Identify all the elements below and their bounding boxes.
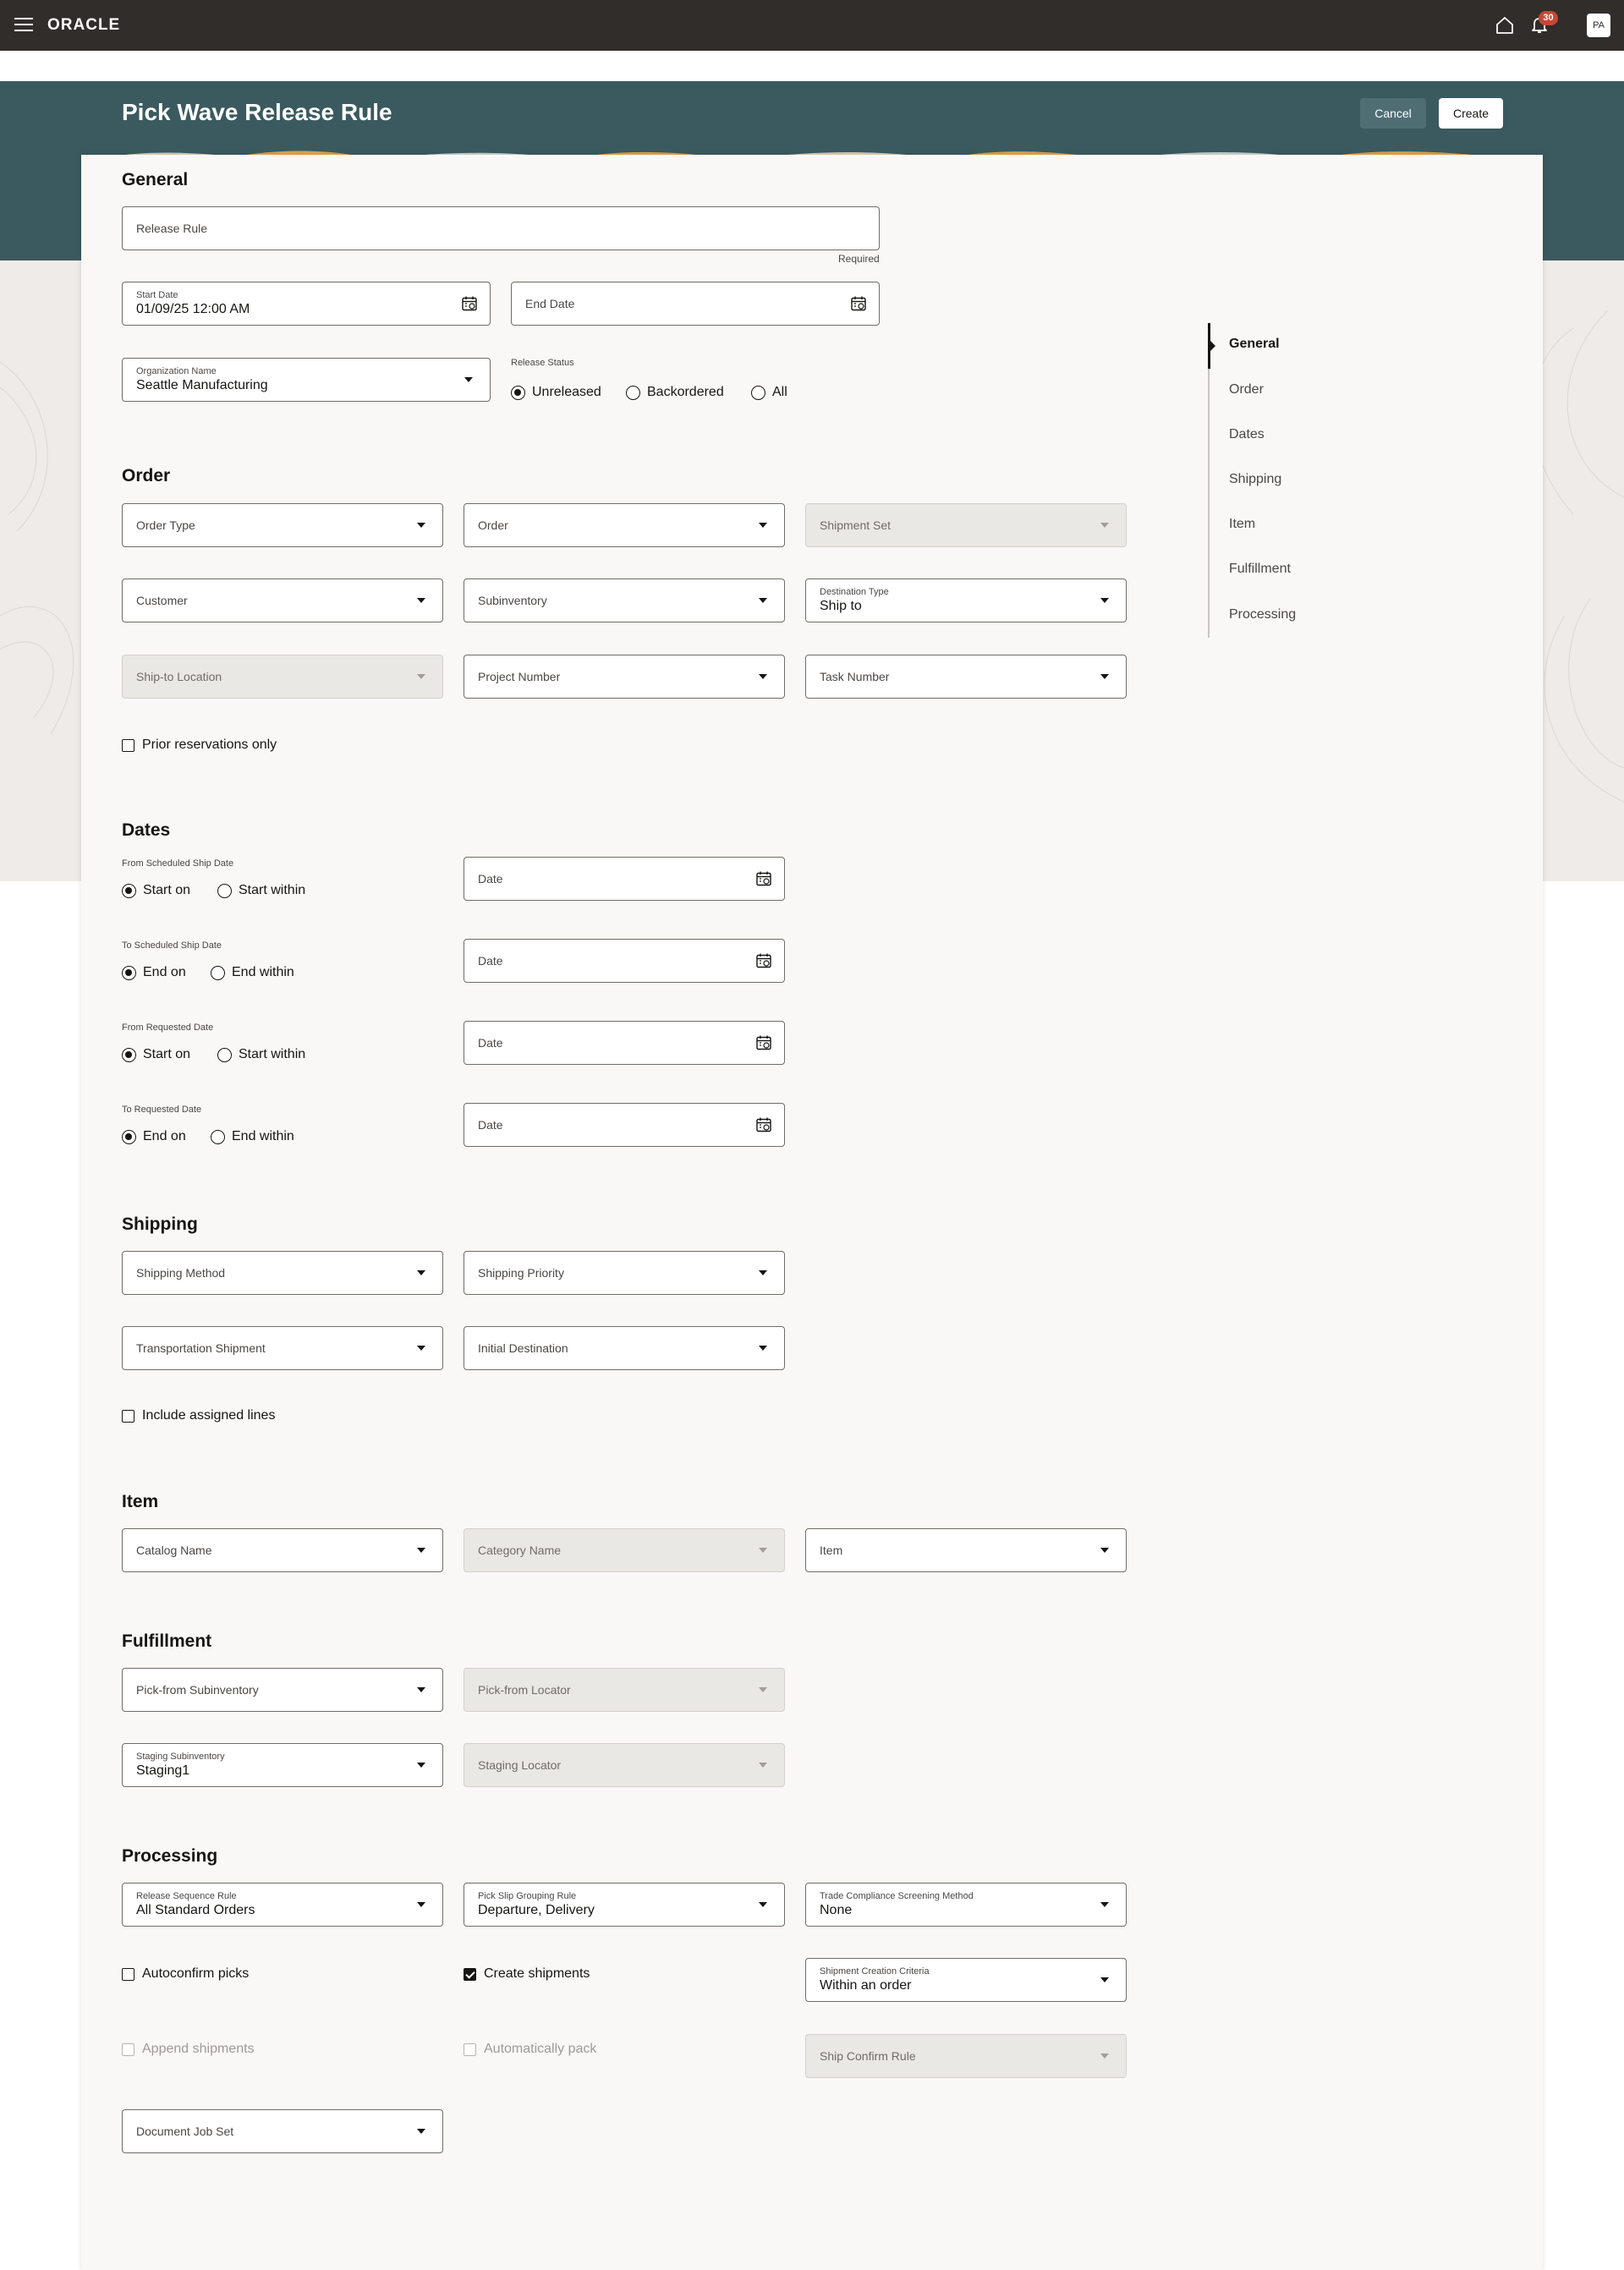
chevron-down-icon (417, 674, 425, 679)
chevron-down-icon[interactable] (1100, 1548, 1109, 1553)
chevron-down-icon[interactable] (759, 1346, 767, 1351)
section-title-processing: Processing (122, 1846, 218, 1866)
chevron-down-icon[interactable] (417, 1763, 425, 1768)
order-type-select[interactable]: Order Type (122, 503, 443, 547)
checkbox-icon (122, 2043, 134, 2056)
end-date-placeholder: End Date (525, 297, 575, 310)
chevron-down-icon[interactable] (417, 523, 425, 528)
nav-item-item[interactable]: Item (1229, 517, 1256, 531)
chevron-down-icon[interactable] (759, 1902, 767, 1907)
global-header (0, 0, 1624, 51)
chevron-down-icon[interactable] (759, 674, 767, 679)
customer-select[interactable]: Customer (122, 578, 443, 622)
shipment-set-select: Shipment Set (805, 503, 1127, 547)
from-sched-start-within-radio[interactable]: Start within (217, 882, 305, 899)
hamburger-menu-icon[interactable] (14, 18, 33, 33)
release-rule-placeholder: Release Rule (136, 222, 208, 235)
to-req-end-on-radio[interactable]: End on (122, 1128, 186, 1145)
radio-icon (211, 966, 225, 980)
calendar-icon[interactable] (850, 295, 867, 312)
end-date-input[interactable] (511, 282, 880, 326)
destination-type-select[interactable]: Destination Type Ship to (805, 578, 1127, 622)
calendar-icon[interactable] (755, 1116, 772, 1133)
chevron-down-icon[interactable] (417, 1346, 425, 1351)
chevron-down-icon[interactable] (417, 1902, 425, 1907)
to-req-end-within-radio[interactable]: End within (211, 1128, 294, 1145)
from-scheduled-ship-date-input[interactable]: Date (464, 857, 785, 901)
nav-item-fulfillment[interactable]: Fulfillment (1229, 562, 1291, 576)
checkbox-icon (122, 1410, 134, 1423)
release-sequence-rule-select[interactable]: Release Sequence Rule All Standard Orders (122, 1883, 443, 1927)
chevron-down-icon[interactable] (417, 598, 425, 603)
checkbox-checked-icon (464, 1968, 476, 1981)
ship-to-location-select: Ship-to Location (122, 655, 443, 699)
to-requested-date-input[interactable]: Date (464, 1103, 785, 1147)
chevron-down-icon (1100, 2053, 1109, 2059)
staging-locator-select: Staging Locator (464, 1743, 785, 1787)
from-scheduled-ship-date-label: From Scheduled Ship Date (122, 858, 234, 869)
pick-from-locator-select: Pick-from Locator (464, 1668, 785, 1712)
calendar-icon[interactable] (755, 870, 772, 887)
nav-item-processing[interactable]: Processing (1229, 607, 1297, 622)
chevron-down-icon[interactable] (417, 1687, 425, 1692)
document-job-set-select[interactable]: Document Job Set (122, 2109, 443, 2153)
chevron-down-icon[interactable] (1100, 1977, 1109, 1982)
section-title-fulfillment: Fulfillment (122, 1631, 212, 1651)
radio-selected-icon (122, 966, 136, 980)
append-shipments-checkbox: Append shipments (122, 2041, 255, 2058)
from-requested-date-label: From Requested Date (122, 1023, 214, 1033)
radio-icon (217, 1048, 232, 1062)
chevron-down-icon[interactable] (1100, 598, 1109, 603)
page-title: Pick Wave Release Rule (122, 99, 392, 125)
organization-name-value: Seattle Manufacturing (136, 378, 268, 392)
pick-from-subinventory-select[interactable]: Pick-from Subinventory (122, 1668, 443, 1712)
start-date-value: 01/09/25 12:00 AM (136, 302, 250, 316)
radio-icon (626, 386, 640, 400)
home-icon[interactable] (1495, 15, 1515, 36)
to-sched-end-on-radio[interactable]: End on (122, 964, 186, 981)
radio-icon (217, 884, 232, 898)
chevron-down-icon[interactable] (417, 1548, 425, 1553)
category-name-select: Category Name (464, 1528, 785, 1572)
transportation-shipment-select[interactable]: Transportation Shipment (122, 1326, 443, 1370)
section-title-dates: Dates (122, 820, 171, 840)
subinventory-select[interactable]: Subinventory (464, 578, 785, 622)
to-scheduled-ship-date-input[interactable]: Date (464, 939, 785, 983)
catalog-name-select[interactable]: Catalog Name (122, 1528, 443, 1572)
chevron-down-icon[interactable] (1100, 1902, 1109, 1907)
release-status-all-radio[interactable]: All (751, 384, 787, 401)
automatically-pack-checkbox: Automatically pack (464, 2041, 596, 2058)
chevron-down-icon[interactable] (759, 598, 767, 603)
checkbox-icon (122, 739, 134, 752)
to-sched-end-within-radio[interactable]: End within (211, 964, 294, 981)
nav-item-order[interactable]: Order (1229, 382, 1264, 397)
radio-icon (211, 1130, 225, 1144)
from-req-start-within-radio[interactable]: Start within (217, 1046, 305, 1063)
radio-selected-icon (122, 884, 136, 898)
shipping-priority-select[interactable]: Shipping Priority (464, 1251, 785, 1295)
radio-selected-icon (122, 1048, 136, 1062)
order-select[interactable]: Order (464, 503, 785, 547)
prior-reservations-checkbox[interactable]: Prior reservations only (122, 737, 277, 754)
radio-selected-icon (122, 1130, 136, 1144)
include-assigned-lines-checkbox[interactable]: Include assigned lines (122, 1407, 275, 1424)
section-title-item: Item (122, 1492, 159, 1511)
create-button[interactable]: Create (1439, 98, 1503, 129)
nav-item-dates[interactable]: Dates (1229, 427, 1265, 441)
shipment-creation-criteria-select[interactable]: Shipment Creation Criteria Within an order (805, 1958, 1127, 2002)
calendar-icon[interactable] (461, 295, 478, 312)
chevron-down-icon[interactable] (759, 523, 767, 528)
cancel-button[interactable]: Cancel (1360, 98, 1426, 129)
from-requested-date-input[interactable]: Date (464, 1021, 785, 1065)
chevron-down-icon[interactable] (464, 377, 473, 382)
section-title-shipping: Shipping (122, 1215, 198, 1234)
task-number-select[interactable]: Task Number (805, 655, 1127, 699)
form-panel (81, 155, 1543, 2270)
chevron-down-icon[interactable] (417, 2129, 425, 2134)
from-req-start-on-radio[interactable]: Start on (122, 1046, 190, 1063)
nav-item-general[interactable]: General (1229, 337, 1280, 351)
chevron-down-icon (759, 1548, 767, 1553)
section-title-order: Order (122, 466, 171, 485)
staging-subinventory-select[interactable]: Staging Subinventory Staging1 (122, 1743, 443, 1787)
ship-confirm-rule-select: Ship Confirm Rule (805, 2034, 1127, 2078)
shipping-method-select[interactable]: Shipping Method (122, 1251, 443, 1295)
organization-name-select[interactable] (122, 358, 491, 402)
autoconfirm-picks-checkbox[interactable]: Autoconfirm picks (122, 1966, 249, 1982)
release-status-backordered-radio[interactable]: Backordered (626, 384, 724, 401)
chevron-down-icon[interactable] (759, 1270, 767, 1275)
chevron-down-icon (759, 1763, 767, 1768)
project-number-select[interactable]: Project Number (464, 655, 785, 699)
start-date-input[interactable] (122, 282, 491, 326)
header-spacer (0, 51, 1624, 81)
release-status-unreleased-radio[interactable]: Unreleased (511, 384, 601, 401)
section-title-general: General (122, 170, 189, 189)
calendar-icon[interactable] (755, 1034, 772, 1051)
checkbox-icon (122, 1968, 134, 1981)
release-rule-input[interactable] (122, 206, 880, 250)
chevron-down-icon (759, 1687, 767, 1692)
nav-active-arrow-icon (1210, 340, 1215, 352)
release-status-label: Release Status (511, 358, 574, 368)
radio-selected-icon (511, 386, 525, 400)
pick-slip-grouping-rule-select[interactable]: Pick Slip Grouping Rule Departure, Delivery (464, 1883, 785, 1927)
nav-item-shipping[interactable]: Shipping (1229, 472, 1282, 486)
to-requested-date-label: To Requested Date (122, 1105, 202, 1115)
trade-compliance-method-select[interactable]: Trade Compliance Screening Method None (805, 1883, 1127, 1927)
user-avatar[interactable]: PA (1587, 14, 1610, 37)
oracle-logo[interactable]: ORACLE (47, 16, 121, 34)
checkbox-icon (464, 2043, 476, 2056)
from-sched-start-on-radio[interactable]: Start on (122, 882, 190, 899)
item-select[interactable]: Item (805, 1528, 1127, 1572)
chevron-down-icon[interactable] (417, 1270, 425, 1275)
initial-destination-select[interactable]: Initial Destination (464, 1326, 785, 1370)
organization-name-label: Organization Name (136, 366, 217, 376)
create-shipments-checkbox[interactable]: Create shipments (464, 1966, 590, 1982)
required-hint: Required (838, 253, 880, 265)
radio-icon (751, 386, 765, 400)
chevron-down-icon[interactable] (1100, 674, 1109, 679)
notification-count-badge: 30 (1539, 11, 1558, 25)
section-navigation (1208, 323, 1343, 638)
chevron-down-icon (1100, 523, 1109, 528)
calendar-icon[interactable] (755, 952, 772, 969)
to-scheduled-ship-date-label: To Scheduled Ship Date (122, 940, 222, 951)
start-date-label: Start Date (136, 290, 178, 300)
